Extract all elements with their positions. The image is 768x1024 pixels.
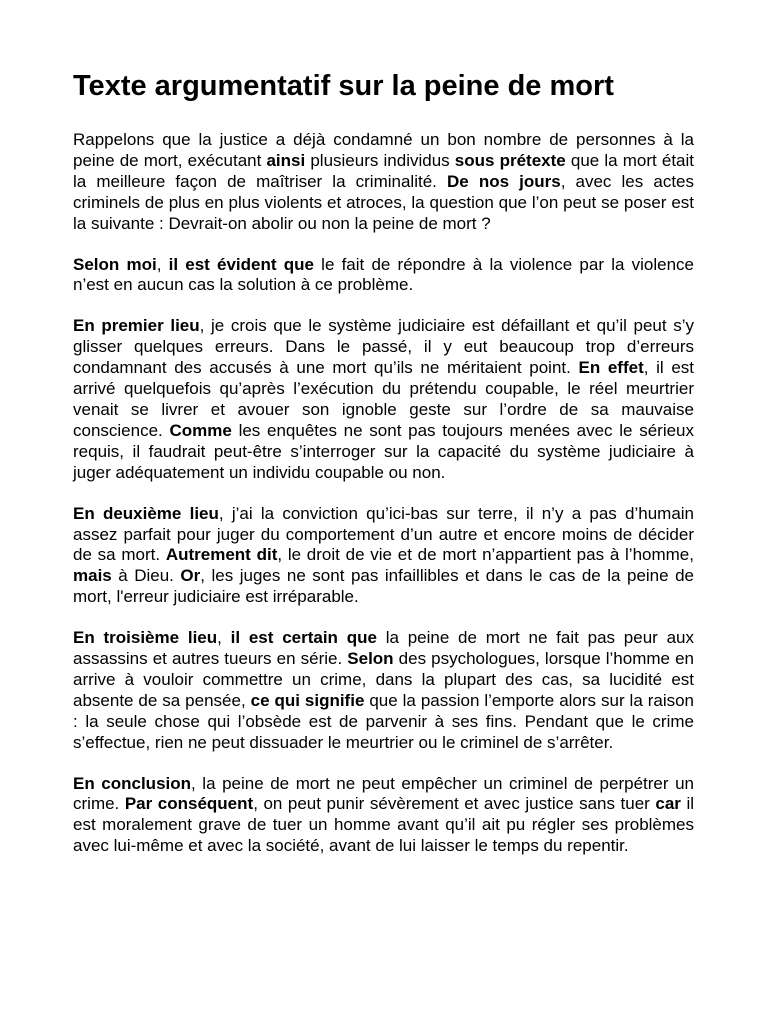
paragraph-text: , je crois que le système judiciaire est défaillant et qu’il peut s’y glisser quelques erreurs. Dans le passé, il y eut beaucoup trop d’erreurs condamnant des accusés à une mort qu’ils ne méritaient point.	[73, 316, 694, 378]
document-page	[73, 66, 694, 877]
bold-connector-text: Selon	[347, 649, 394, 669]
bold-connector-text: sous prétexte	[454, 150, 566, 170]
paragraph-text: la peine de mort ne fait pas peur aux assassins et autres tueurs en série.	[73, 628, 694, 669]
paragraph-text: Rappelons que la justice a déjà condamné un bon nombre de personnes à la peine de mort, exécutant	[73, 130, 694, 170]
paragraph-text: , les juges ne sont pas infaillibles et dans le cas de la peine de mort, l'erreur judiciaire est irréparable.	[73, 566, 694, 607]
bold-connector-text: De nos jours	[446, 171, 561, 191]
paragraph-text: que la mort était la meilleure façon de maîtriser la criminalité.	[73, 150, 694, 191]
paragraph-text: des psychologues, lorsque l’homme en arrive à vouloir commettre un crime, dans la plupart des cas, sa lucidité est absente de sa pensée,	[73, 649, 694, 710]
paragraph-text: , on peut punir sévèrement et avec justice sans tuer	[253, 794, 656, 814]
paragraph-text: ,	[156, 254, 169, 274]
paragraph	[73, 774, 694, 858]
bold-connector-text: Par conséquent	[124, 794, 254, 814]
bold-connector-text: Or	[180, 566, 201, 586]
bold-connector-text: il est évident que	[168, 254, 314, 274]
bold-connector-text: Selon moi	[73, 254, 157, 274]
bold-connector-text: mais	[73, 566, 112, 586]
paragraph-text: , il est arrivé quelquefois qu’après l’exécution du prétendu coupable, le réel meurtrier venait se livrer et avouer son ignoble geste sur l’ordre de sa mauvaise conscience.	[73, 358, 694, 440]
bold-connector-text: Comme	[169, 420, 232, 440]
paragraph-text: ,	[217, 628, 231, 648]
paragraph-text: à Dieu.	[111, 566, 181, 586]
bold-connector-text: car	[655, 794, 681, 814]
document-body	[73, 130, 694, 857]
bold-connector-text: En deuxième lieu	[73, 503, 219, 523]
bold-connector-text: il est certain que	[230, 628, 377, 648]
bold-connector-text: En troisième lieu	[73, 628, 218, 648]
paragraph	[73, 504, 694, 609]
bold-connector-text: ce qui signifie	[250, 690, 365, 710]
bold-connector-text: En effet	[578, 358, 644, 378]
paragraph	[73, 628, 694, 753]
paragraph	[73, 130, 694, 235]
paragraph-text: , le droit de vie et de mort n’appartient pas à l’homme,	[277, 545, 694, 565]
paragraph-text: , j’ai la conviction qu’ici-bas sur terre, il n’y a pas d’humain assez parfait pour juger du comportement d’un autre et encore moins de décider de sa mort.	[73, 503, 695, 565]
document-title: Texte argumentatif sur la peine de mort	[73, 70, 614, 102]
paragraph-text: le fait de répondre à la violence par la violence n’est en aucun cas la solution à ce problème.	[73, 254, 694, 295]
paragraph-text: les enquêtes ne sont pas toujours menées avec le sérieux requis, il faudrait peut-être s’interroger sur la capacité du système judiciaire à juger adéquatement un individu coupable ou non.	[73, 420, 695, 482]
paragraph	[73, 255, 694, 297]
paragraph-text: plusieurs individus	[305, 150, 455, 170]
bold-connector-text: ainsi	[266, 150, 306, 170]
paragraph-text: il est moralement grave de tuer un homme avant qu’il ait pu régler ses problèmes avec lui-même et avec la société, avant de lui laisser le temps du repentir.	[73, 794, 695, 856]
bold-connector-text: En premier lieu	[73, 316, 200, 336]
paragraph-text: , avec les actes criminels de plus en plus violents et atroces, la question que l’on peut se poser est la suivante : Devrait-on abolir ou non la peine de mort ?	[73, 171, 694, 233]
paragraph-text: , la peine de mort ne peut empêcher un criminel de perpétrer un crime.	[73, 773, 694, 814]
paragraph-text: que la passion l’emporte alors sur la raison : la seule chose qui l’obsède est de parvenir à ses fins. Pendant que le crime s’effectue, rien ne peut dissuader le meurtrier ou le criminel de s’arrêter.	[73, 690, 695, 752]
paragraph	[73, 316, 694, 483]
bold-connector-text: En conclusion	[73, 773, 192, 793]
bold-connector-text: Autrement dit	[165, 545, 278, 565]
